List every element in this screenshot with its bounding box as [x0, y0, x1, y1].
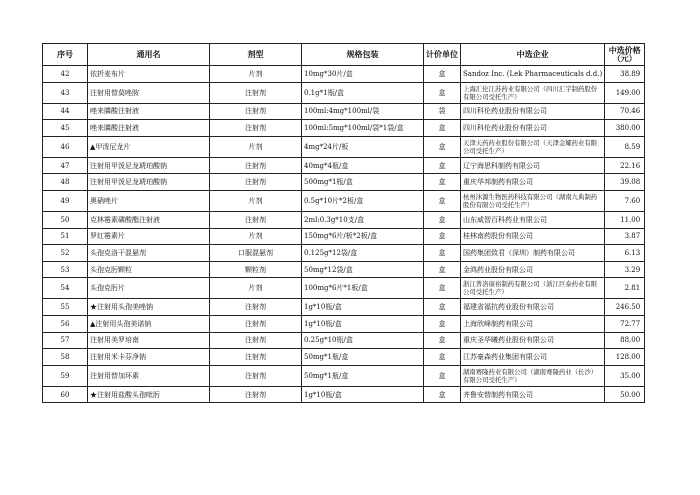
cell-name: 罗红霉素片 — [88, 228, 210, 245]
cell-company: 四川科伦药业股份有限公司 — [461, 103, 605, 120]
cell-price: 7.60 — [605, 190, 645, 211]
cell-seq: 59 — [43, 365, 88, 386]
table-row — [43, 245, 645, 262]
cell-seq: 50 — [43, 211, 88, 228]
cell-unit: 袋 — [424, 103, 461, 120]
cell-seq: 47 — [43, 157, 88, 174]
cell-seq: 56 — [43, 315, 88, 332]
cell-name: 注射用米卡芬净钠 — [88, 349, 210, 366]
cell-price: 72.77 — [605, 315, 645, 332]
cell-form: 注射剂 — [210, 120, 302, 137]
cell-price: 8.59 — [605, 136, 645, 157]
cell-price: 3.29 — [605, 261, 645, 278]
cell-seq: 57 — [43, 332, 88, 349]
cell-company: 江苏豪森药业集团有限公司 — [461, 349, 605, 366]
cell-spec: 50mg*1瓶/盒 — [302, 365, 424, 386]
header-price-line2: （元） — [612, 53, 637, 63]
cell-price: 149.00 — [605, 82, 645, 103]
cell-name: 头孢克洛干混悬剂 — [88, 245, 210, 262]
cell-seq: 42 — [43, 66, 88, 83]
cell-unit: 盒 — [424, 228, 461, 245]
table-row — [43, 157, 645, 174]
cell-name: ★注射用盐酸头孢吡肟 — [88, 386, 210, 403]
cell-seq: 44 — [43, 103, 88, 120]
cell-price: 22.16 — [605, 157, 645, 174]
cell-name: 注射用替加环素 — [88, 365, 210, 386]
cell-price: 3.87 — [605, 228, 645, 245]
cell-spec: 4mg*24片/板 — [302, 136, 424, 157]
cell-company: 重庆圣华曦药业股份有限公司 — [461, 332, 605, 349]
cell-company: 齐鲁安替制药有限公司 — [461, 386, 605, 403]
cell-price: 35.00 — [605, 365, 645, 386]
cell-form: 注射剂 — [210, 386, 302, 403]
cell-unit: 盒 — [424, 365, 461, 386]
cell-price: 11.00 — [605, 211, 645, 228]
cell-unit: 盒 — [424, 174, 461, 191]
header-seq: 序号 — [43, 44, 88, 66]
table-row — [43, 174, 645, 191]
cell-unit: 盒 — [424, 315, 461, 332]
cell-company: 辽宁海思科制药有限公司 — [461, 157, 605, 174]
table-row — [43, 261, 645, 278]
cell-spec: 0.1g*1瓶/盒 — [302, 82, 424, 103]
table-row — [43, 332, 645, 349]
cell-company: 上海汇伦江苏药业有限公司（四川汇宇制药股份有限公司受托生产） — [461, 82, 605, 103]
cell-spec: 10mg*30片/盒 — [302, 66, 424, 83]
cell-name: 注射用替莫唑胺 — [88, 82, 210, 103]
cell-name: 头孢克肟片 — [88, 278, 210, 299]
cell-unit: 盒 — [424, 349, 461, 366]
table-row — [43, 190, 645, 211]
table-row — [43, 211, 645, 228]
cell-company: Sandoz Inc. (Lek Pharmaceuticals d.d.) — [461, 66, 605, 83]
cell-spec: 100ml:4mg*100ml/袋 — [302, 103, 424, 120]
cell-form: 口服混悬剂 — [210, 245, 302, 262]
cell-company: 四川科伦药业股份有限公司 — [461, 120, 605, 137]
cell-company: 浙江普洛康裕制药有限公司（浙江巨泰药业有限公司受托生产） — [461, 278, 605, 299]
cell-seq: 43 — [43, 82, 88, 103]
cell-name: ★注射用头孢美唑钠 — [88, 299, 210, 316]
cell-seq: 45 — [43, 120, 88, 137]
cell-price: 50.00 — [605, 386, 645, 403]
cell-name: 头孢克肟颗粒 — [88, 261, 210, 278]
cell-unit: 盒 — [424, 136, 461, 157]
cell-spec: 1g*10瓶/盒 — [302, 299, 424, 316]
cell-unit: 盒 — [424, 211, 461, 228]
cell-unit: 盒 — [424, 332, 461, 349]
cell-seq: 55 — [43, 299, 88, 316]
cell-company: 重庆华邦制药有限公司 — [461, 174, 605, 191]
table-row — [43, 120, 645, 137]
cell-unit: 盒 — [424, 386, 461, 403]
cell-unit: 盒 — [424, 120, 461, 137]
cell-unit: 盒 — [424, 278, 461, 299]
cell-name: 注射用甲泼尼龙琥珀酸钠 — [88, 157, 210, 174]
cell-form: 片剂 — [210, 190, 302, 211]
cell-spec: 500mg*1瓶/盒 — [302, 174, 424, 191]
cell-seq: 52 — [43, 245, 88, 262]
cell-seq: 51 — [43, 228, 88, 245]
cell-price: 39.08 — [605, 174, 645, 191]
cell-spec: 40mg*4瓶/盒 — [302, 157, 424, 174]
table-row — [43, 278, 645, 299]
cell-seq: 48 — [43, 174, 88, 191]
cell-price: 88.00 — [605, 332, 645, 349]
cell-form: 注射剂 — [210, 157, 302, 174]
table-row — [43, 299, 645, 316]
table-row — [43, 228, 645, 245]
cell-company: 天津天药药业股份有限公司（天津金耀药业有限公司受托生产） — [461, 136, 605, 157]
table-row — [43, 136, 645, 157]
cell-name: 唑来膦酸注射液 — [88, 120, 210, 137]
table-row — [43, 365, 645, 386]
cell-company: 上海欣峰制药有限公司 — [461, 315, 605, 332]
cell-price: 70.46 — [605, 103, 645, 120]
cell-price: 246.50 — [605, 299, 645, 316]
header-price — [605, 44, 645, 66]
cell-seq: 53 — [43, 261, 88, 278]
cell-company: 桂林南药股份有限公司 — [461, 228, 605, 245]
cell-price: 380.00 — [605, 120, 645, 137]
cell-form: 片剂 — [210, 66, 302, 83]
cell-spec: 0.5g*10片*2板/盒 — [302, 190, 424, 211]
cell-spec: 100mg*6片*1板/盒 — [302, 278, 424, 299]
cell-form: 片剂 — [210, 228, 302, 245]
cell-name: 注射用美罗培南 — [88, 332, 210, 349]
header-name: 通用名 — [88, 44, 210, 66]
cell-price: 6.13 — [605, 245, 645, 262]
cell-form: 注射剂 — [210, 103, 302, 120]
cell-form: 注射剂 — [210, 332, 302, 349]
cell-unit: 盒 — [424, 261, 461, 278]
table-row — [43, 386, 645, 403]
cell-spec: 2ml:0.3g*10支/盒 — [302, 211, 424, 228]
table-row — [43, 66, 645, 83]
cell-unit: 盒 — [424, 245, 461, 262]
cell-spec: 150mg*6片/板*2板/盒 — [302, 228, 424, 245]
cell-spec: 0.125g*12袋/盒 — [302, 245, 424, 262]
cell-form: 注射剂 — [210, 299, 302, 316]
cell-company: 国药集团致君（深圳）制药有限公司 — [461, 245, 605, 262]
cell-name: 依折麦布片 — [88, 66, 210, 83]
table-row — [43, 103, 645, 120]
cell-spec: 1g*10瓶/盒 — [302, 386, 424, 403]
cell-name: ▲注射用头孢美诺钠 — [88, 315, 210, 332]
cell-company: 杭州沐源生物医药科技有限公司（湖南九典制药股份有限公司受托生产） — [461, 190, 605, 211]
table-row — [43, 315, 645, 332]
header-spec: 规格包装 — [302, 44, 424, 66]
cell-name: 唑来膦酸注射液 — [88, 103, 210, 120]
header-unit: 计价单位 — [424, 44, 461, 66]
cell-spec: 1g*10瓶/盒 — [302, 315, 424, 332]
cell-seq: 46 — [43, 136, 88, 157]
table-row — [43, 82, 645, 103]
price-table — [42, 43, 645, 403]
cell-spec: 50mg*1瓶/盒 — [302, 349, 424, 366]
cell-unit: 盒 — [424, 190, 461, 211]
cell-seq: 58 — [43, 349, 88, 366]
cell-price: 128.00 — [605, 349, 645, 366]
cell-company: 湖南赛隆药业有限公司（湖南赛隆药业（长沙）有限公司受托生产） — [461, 365, 605, 386]
cell-form: 颗粒剂 — [210, 261, 302, 278]
header-price-line1: 中选价格 — [608, 45, 641, 55]
cell-unit: 盒 — [424, 66, 461, 83]
header-form: 剂型 — [210, 44, 302, 66]
cell-form: 注射剂 — [210, 174, 302, 191]
cell-name: 克林霉素磷酸酯注射液 — [88, 211, 210, 228]
cell-unit: 盒 — [424, 157, 461, 174]
cell-spec: 50mg*12袋/盒 — [302, 261, 424, 278]
cell-company: 金鸿药业股份有限公司 — [461, 261, 605, 278]
cell-form: 注射剂 — [210, 82, 302, 103]
cell-form: 注射剂 — [210, 365, 302, 386]
cell-seq: 60 — [43, 386, 88, 403]
cell-company: 福建省福抗药业股份有限公司 — [461, 299, 605, 316]
cell-seq: 49 — [43, 190, 88, 211]
header-row — [43, 44, 645, 66]
cell-name: ▲甲泼尼龙片 — [88, 136, 210, 157]
cell-unit: 盒 — [424, 82, 461, 103]
cell-form: 注射剂 — [210, 349, 302, 366]
price-table-container — [42, 43, 645, 403]
table-body — [43, 66, 645, 403]
cell-name: 奥硝唑片 — [88, 190, 210, 211]
cell-form: 片剂 — [210, 136, 302, 157]
cell-form: 注射剂 — [210, 315, 302, 332]
cell-form: 注射剂 — [210, 211, 302, 228]
cell-unit: 盒 — [424, 299, 461, 316]
cell-name: 注射用甲泼尼龙琥珀酸钠 — [88, 174, 210, 191]
header-company: 中选企业 — [461, 44, 605, 66]
cell-spec: 0.25g*10瓶/盒 — [302, 332, 424, 349]
cell-form: 片剂 — [210, 278, 302, 299]
cell-company: 山东威智百科药业有限公司 — [461, 211, 605, 228]
table-row — [43, 349, 645, 366]
cell-seq: 54 — [43, 278, 88, 299]
cell-price: 2.81 — [605, 278, 645, 299]
cell-price: 38.89 — [605, 66, 645, 83]
cell-spec: 100ml:5mg*100ml/袋*1袋/盒 — [302, 120, 424, 137]
